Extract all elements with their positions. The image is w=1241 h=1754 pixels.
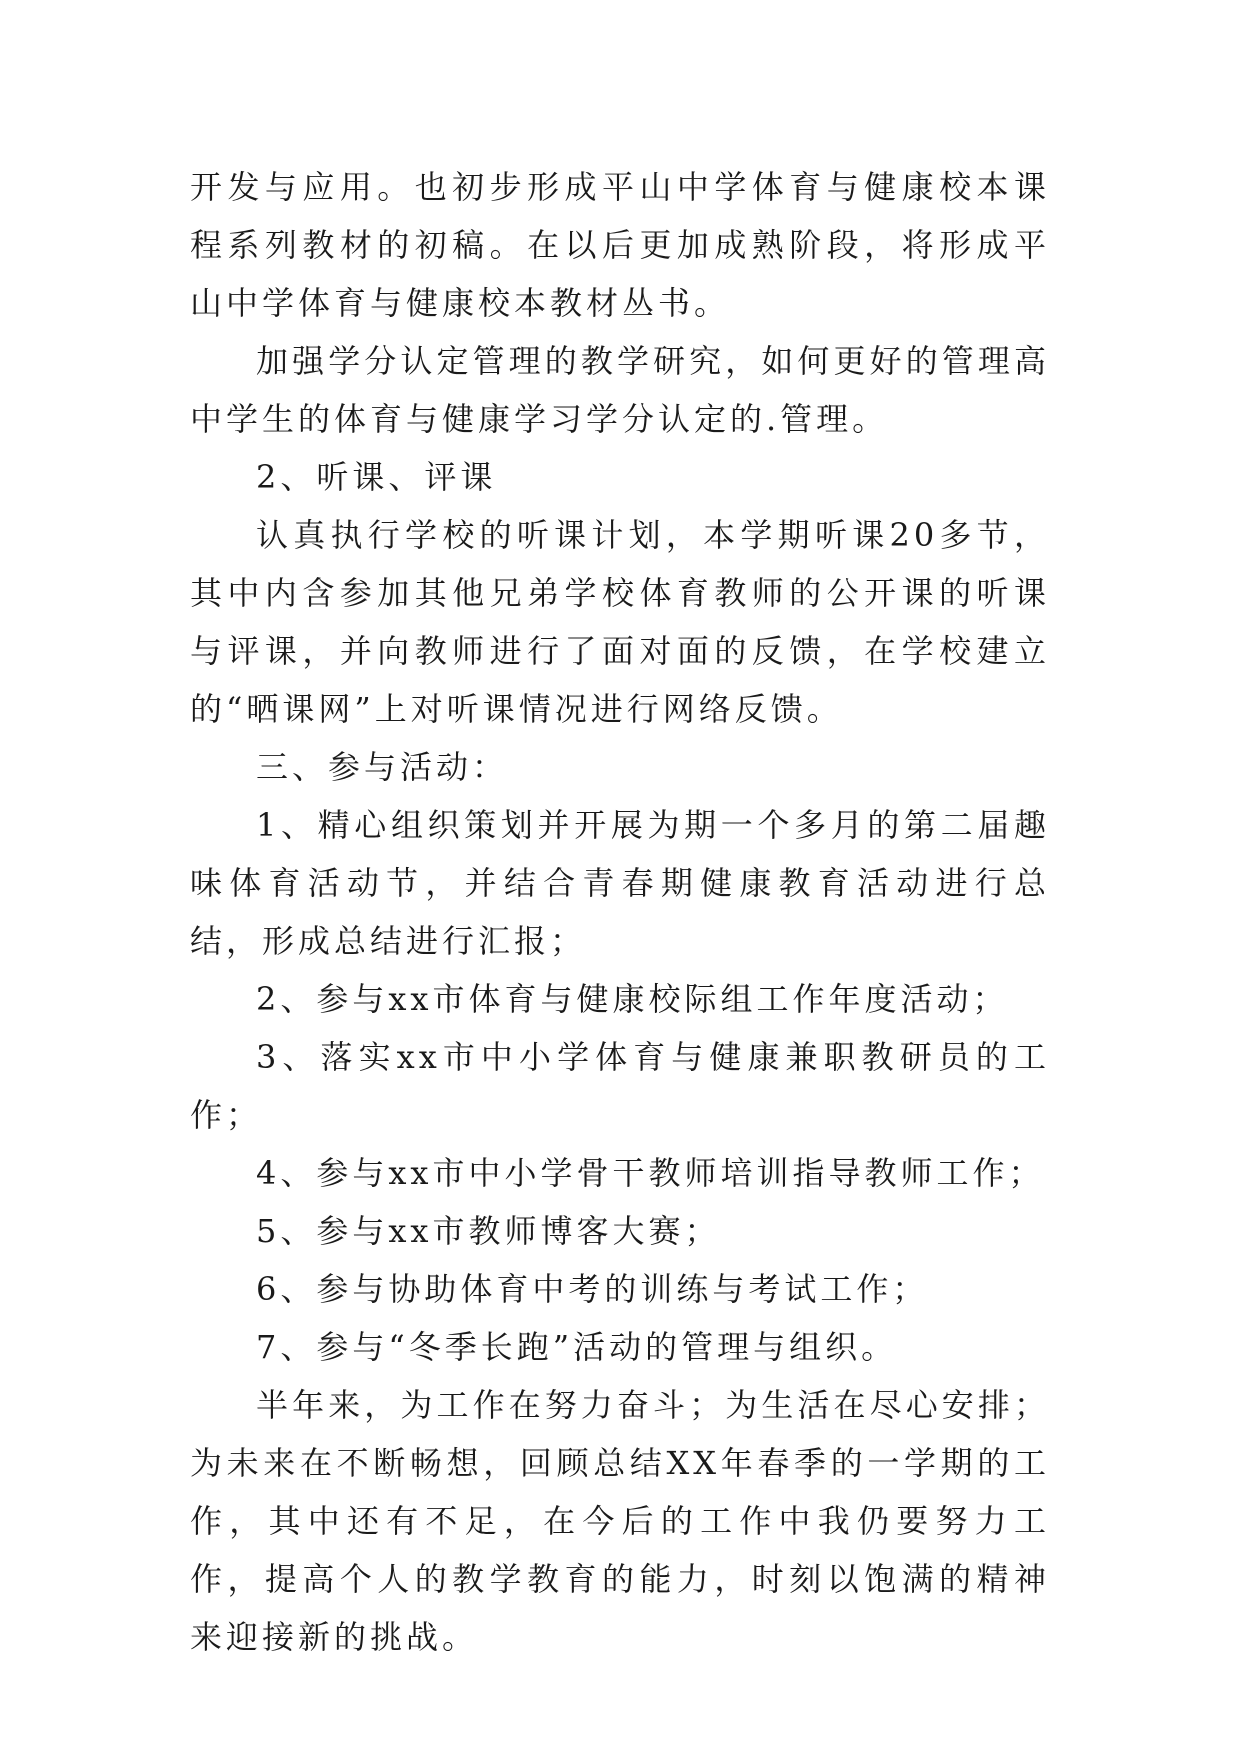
- document-body: [190, 158, 1050, 1666]
- list-item-3: 3、落实xx市中小学体育与健康兼职教研员的工作；: [190, 1038, 1050, 1134]
- paragraph-1: 开发与应用。也初步形成平山中学体育与健康校本课程系列教材的初稿。在以后更加成熟阶段，将形成平山中学体育与健康校本教材丛书。: [190, 168, 1050, 322]
- section-heading-listen-evaluate: 2、听课、评课: [256, 458, 497, 496]
- closing-paragraph: 半年来，为工作在努力奋斗；为生活在尽心安排；为未来在不断畅想，回顾总结XX年春季的一学期的工作，其中还有不足，在今后的工作中我仍要努力工作，提高个人的教学教育的能力，时刻以饱满的精神来迎接新的挑战。: [190, 1386, 1050, 1656]
- list-item-2: 2、参与xx市体育与健康校际组工作年度活动；: [256, 980, 1009, 1018]
- list-item-4: 4、参与xx市中小学骨干教师培训指导教师工作；: [256, 1154, 1045, 1192]
- list-item-6: 6、参与协助体育中考的训练与考试工作；: [256, 1270, 929, 1308]
- list-item-5: 5、参与xx市教师博客大赛；: [256, 1212, 721, 1250]
- paragraph-2: 加强学分认定管理的教学研究，如何更好的管理高中学生的体育与健康学习学分认定的.管理。: [190, 342, 1050, 438]
- section-heading-activities: 三、参与活动：: [256, 748, 509, 786]
- list-item-7: 7、参与“冬季长跑”活动的管理与组织。: [256, 1328, 898, 1366]
- paragraph-4: 认真执行学校的听课计划，本学期听课20多节，其中内含参加其他兄弟学校体育教师的公开课的听课与评课，并向教师进行了面对面的反馈，在学校建立的“晒课网”上对听课情况进行网络反馈。: [190, 516, 1050, 728]
- list-item-1: 1、精心组织策划并开展为期一个多月的第二届趣味体育活动节，并结合青春期健康教育活动进行总结，形成总结进行汇报；: [190, 806, 1050, 960]
